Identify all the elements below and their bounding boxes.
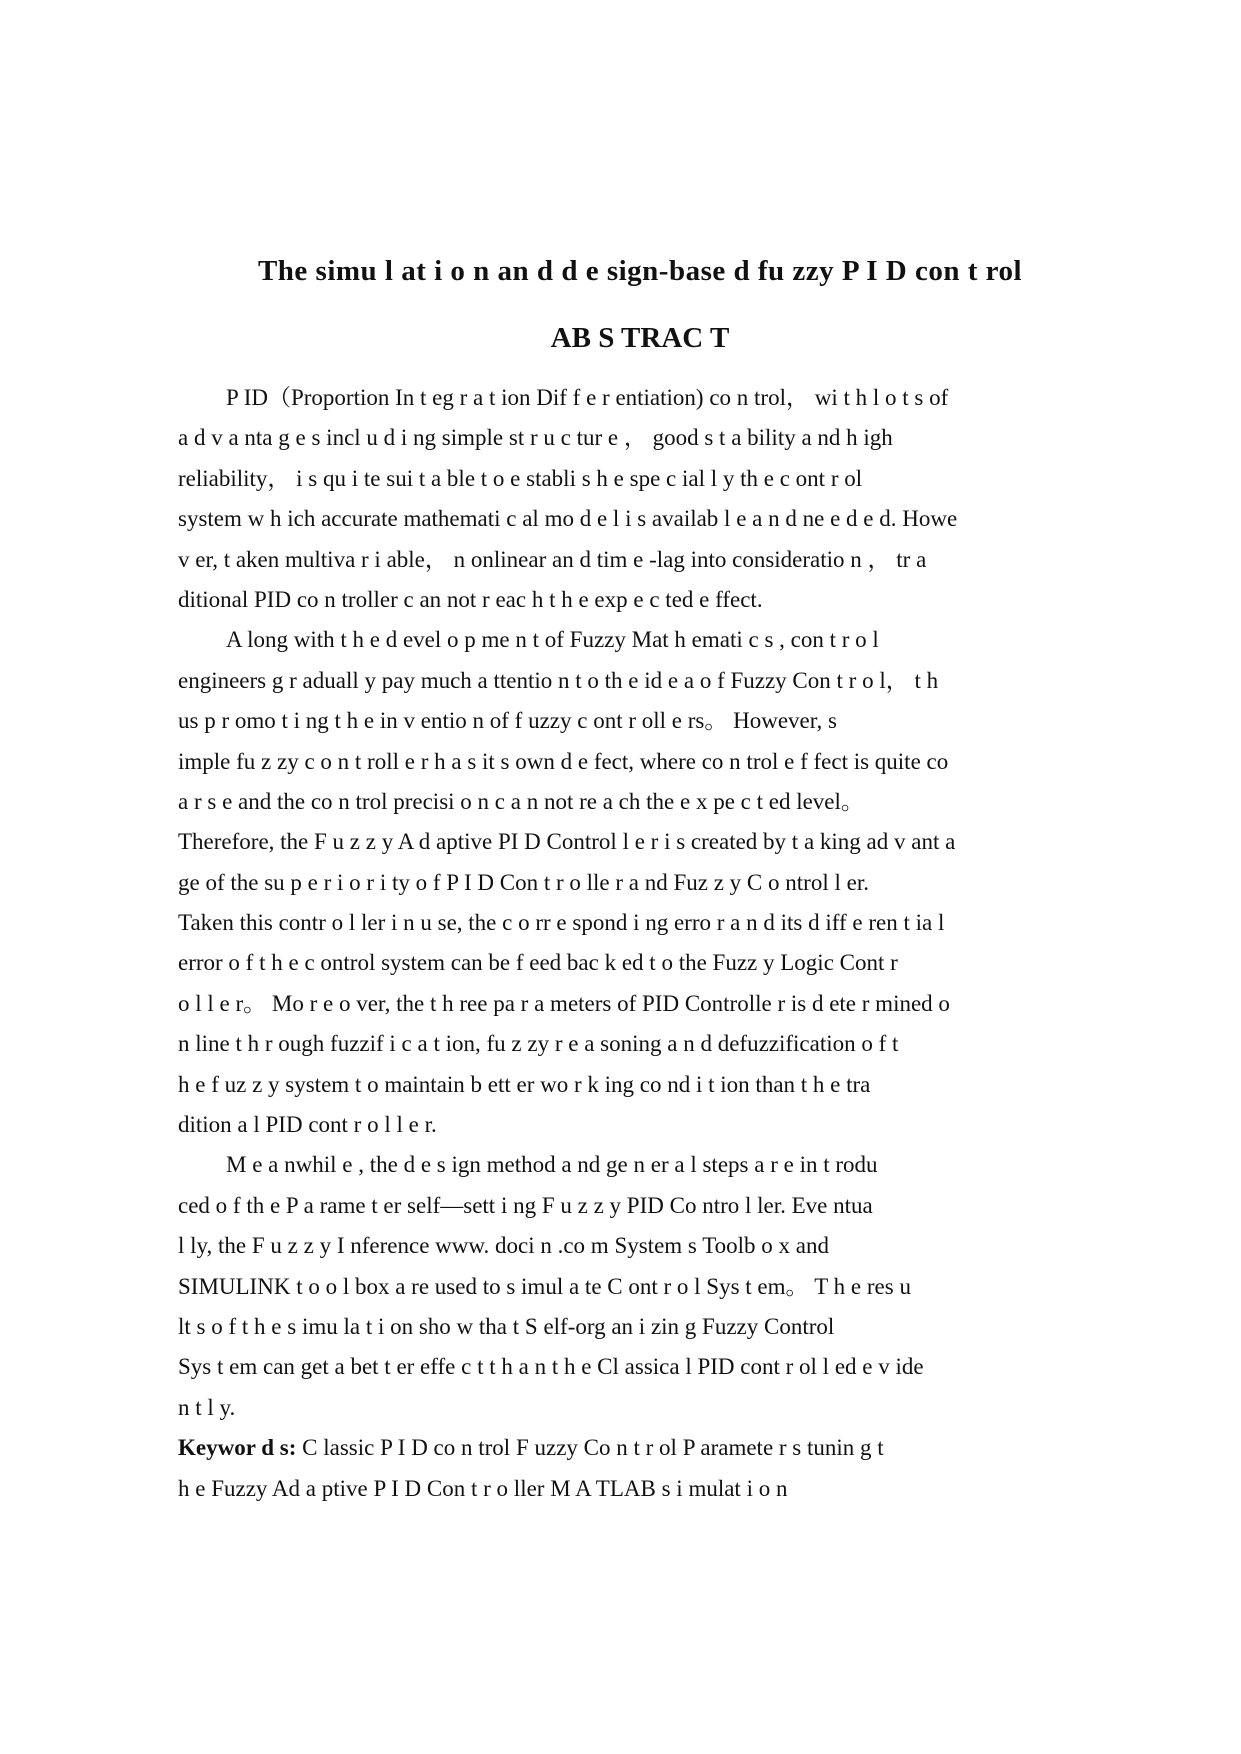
paragraph-2-line-12: h e f uz z y system t o maintain b ett er wo r k ing co nd i t ion than t h e tra (178, 1071, 871, 1097)
abstract-heading: AB S TRAC T (550, 322, 730, 354)
keywords-text-1: C lassic P I D co n trol F uzzy Co n t r ol P aramete r s tunin g t (302, 1435, 884, 1461)
paragraph-1-line-3: reliability， i s qu i te sui t a ble t o e stabli s h e spe c ial l y th e c ont r ol (178, 465, 863, 491)
paragraph-3-line-1: M e a nwhil e , the d e s ign method a nd ge n er a l steps a r e in t rodu (226, 1152, 878, 1178)
paragraph-2-line-2: engineers g r aduall y pay much a ttentio n t o th e id e a o f Fuzzy Con t r o l， t h (178, 667, 939, 693)
paragraph-3-line-6: Sys t em can get a bet t er effe c t t h a n t h e Cl assica l PID cont r ol l ed e v ide (178, 1354, 924, 1380)
paragraph-1-line-2: a d v a nta g e s incl u d i ng simple st r u c tur e ， good s t a bility a nd h igh (178, 425, 893, 451)
paragraph-2-line-5: a r s e and the co n trol precisi o n c a n not re a ch the e x pe c t ed level。 (178, 788, 864, 814)
keywords-line-1 (178, 1428, 1158, 1468)
paragraph-3-line-7: n t l y. (178, 1394, 236, 1420)
paragraph-2-line-3: us p r omo t i ng t h e in v entio n of f uzzy c ont r oll e rs。 However, s (178, 708, 837, 734)
paragraph-2-line-1: A long with t h e d evel o p me n t of Fuzzy Mat h emati c s , con t r o l (226, 627, 879, 653)
paragraph-2-line-9: error o f t h e c ontrol system can be f eed bac k ed t o the Fuzz y Logic Cont r (178, 950, 898, 976)
abstract-body (178, 378, 1158, 1509)
keywords-line-2: h e Fuzzy Ad a ptive P I D Con t r o ller M A TLAB s i mulat i o n (178, 1475, 788, 1501)
paragraph-2-line-7: ge of the su p e r i o r i ty o f P I D Con t r o lle r a nd Fuz z y C o ntrol l er. (178, 869, 869, 895)
paragraph-1-line-6: ditional PID co n troller c an not r eac h t h e exp e c ted e ffect. (178, 586, 763, 612)
paragraph-2-line-6: Therefore, the F u z z y A d aptive PI D Control l e r i s created by t a king ad v ant a (178, 829, 956, 855)
paragraph-2-line-4: imple fu z zy c o n t roll e r h a s it s own d e fect, where co n trol e f fect is quite co (178, 748, 949, 774)
paragraph-3-line-2: ced o f th e P a rame t er self—sett i ng F u z z y PID Co ntro l ler. Eve ntua (178, 1192, 873, 1218)
paragraph-2-line-13: dition a l PID cont r o l l e r. (178, 1112, 437, 1138)
keywords-label: Keywor d s: (178, 1435, 297, 1461)
paragraph-1-line-5: v er, t aken multiva r i able， n onlinear an d tim e -lag into consideratio n ， tr a (178, 546, 927, 572)
paragraph-2-line-10: o l l e r。 Mo r e o ver, the t h ree pa r a meters of PID Controlle r is d ete r mined o (178, 990, 950, 1016)
paragraph-3-line-4: SIMULINK t o o l box a re used to s imul a te C ont r o l Sys t em。 T h e res u (178, 1273, 911, 1299)
paragraph-2-line-11: n line t h r ough fuzzif i c a t ion, fu z zy r e a soning a n d defuzzification o f t (178, 1031, 899, 1057)
paper-title: The simu l at i o n an d d e sign-base d fu zzy P I D con t rol (257, 255, 1023, 287)
paragraph-3-line-5: lt s o f t h e s imu la t i on sho w tha t S elf-org an i zin g Fuzzy Control (178, 1313, 835, 1339)
paragraph-2-line-8: Taken this contr o l ler i n u se, the c o rr e spond i ng erro r a n d its d iff e ren t ia l (178, 910, 945, 936)
paragraph-3-line-3: l ly, the F u z z y I nference www. doci n .co m System s Toolb o x and (178, 1233, 829, 1259)
paragraph-1-line-1: P ID（Proportion In t eg r a t ion Dif f e r entiation) co n trol， wi t h l o t s of (226, 385, 949, 410)
paragraph-1-line-4: system w h ich accurate mathemati c al mo d e l i s availab l e a n d ne e d e d. Howe (178, 506, 958, 532)
